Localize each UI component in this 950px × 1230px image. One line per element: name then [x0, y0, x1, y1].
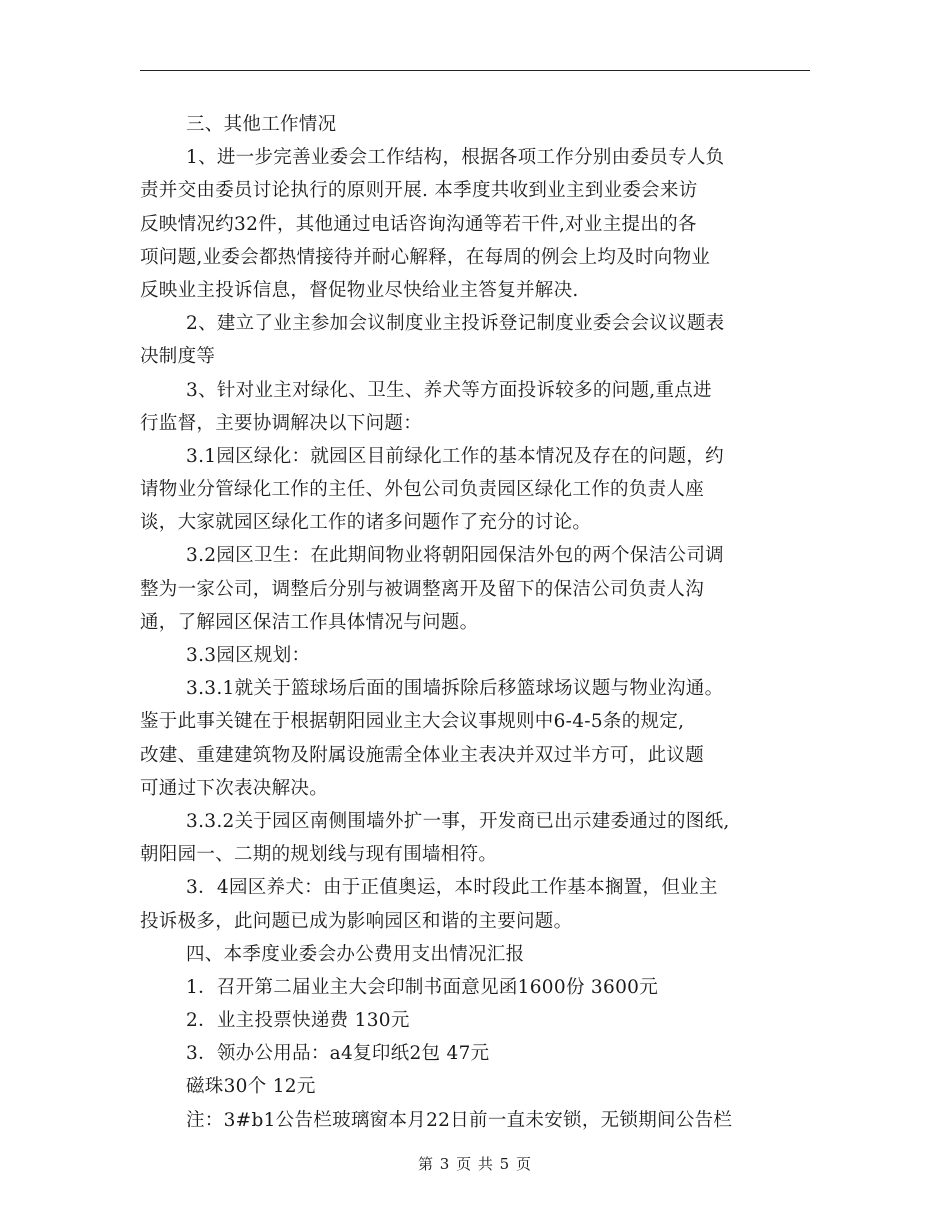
document-line: 谈，大家就园区绿化工作的诸多问题作了充分的讨论。 [140, 512, 592, 534]
document-line: 3.2园区卫生：在此期间物业将朝阳园保洁外包的两个保洁公司调 [186, 545, 724, 567]
document-line: 行监督，主要协调解决以下问题： [140, 412, 423, 434]
document-line: 朝阳园一、二期的规划线与现有围墙相符。 [140, 844, 498, 866]
document-line: 3、针对业主对绿化、卫生、养犬等方面投诉较多的问题,重点进 [186, 379, 712, 401]
document-line: 决制度等 [140, 346, 216, 368]
document-body [140, 108, 830, 1137]
document-line: 3.3园区规划： [186, 645, 311, 666]
document-line: 项问题,业委会都热情接待并耐心解释，在每周的例会上均及时向物业 [140, 246, 711, 268]
document-line: 注：3#b1公告栏玻璃窗本月22日前一直未安锁，无锁期间公告栏 [186, 1109, 733, 1131]
document-line: 责并交由委员讨论执行的原则开展. 本季度共收到业主到业委会来访 [140, 180, 698, 202]
document-line: 改建、重建建筑物及附属设施需全体业主表决并双过半方可，此议题 [140, 744, 705, 766]
document-line: 3．领办公用品：a4复印纸2包 47元 [186, 1043, 490, 1065]
document-line: 3.3.1就关于篮球场后面的围墙拆除后移篮球场议题与物业沟通。 [186, 678, 724, 700]
document-line: 1、进一步完善业委会工作结构，根据各项工作分别由委员专人负 [186, 147, 725, 169]
document-line: 2．业主投票快递费 130元 [186, 1010, 410, 1032]
document-line: 1．召开第二届业主大会印制书面意见函1600份 3600元 [186, 976, 659, 998]
document-line: 3．4园区养犬：由于正值奥运，本时段此工作基本搁置，但业主 [186, 877, 718, 899]
document-line: 四、本季度业委会办公费用支出情况汇报 [186, 943, 525, 965]
document-line: 2、建立了业主参加会议制度业主投诉登记制度业委会会议议题表 [186, 313, 725, 335]
document-line: 投诉极多，此问题已成为影响园区和谐的主要问题。 [140, 910, 573, 932]
document-line: 鉴于此事关键在于根据朝阳园业主大会议事规则中6-4-5条的规定, [140, 711, 685, 733]
header-rule [140, 70, 810, 71]
document-line: 反映业主投诉信息，督促物业尽快给业主答复并解决. [140, 279, 579, 301]
document-line: 通，了解园区保洁工作具体情况与问题。 [140, 611, 479, 633]
document-line: 请物业分管绿化工作的主任、外包公司负责园区绿化工作的负责人座 [140, 479, 705, 501]
page-footer: 第 3 页 共 5 页 [418, 1155, 532, 1173]
document-line: 可通过下次表决解决。 [140, 777, 329, 799]
document-line: 磁珠30个 12元 [186, 1076, 316, 1098]
document-line: 三、其他工作情况 [186, 114, 337, 135]
document-line: 3.1园区绿化：就园区目前绿化工作的基本情况及存在的问题，约 [186, 445, 724, 467]
document-line: 3.3.2关于园区南侧围墙外扩一事，开发商已出示建委通过的图纸, [186, 810, 730, 832]
document-line: 整为一家公司，调整后分别与被调整离开及留下的保洁公司负责人沟 [140, 578, 705, 600]
document-line: 反映情况约32件，其他通过电话咨询沟通等若干件,对业主提出的各 [140, 213, 697, 235]
